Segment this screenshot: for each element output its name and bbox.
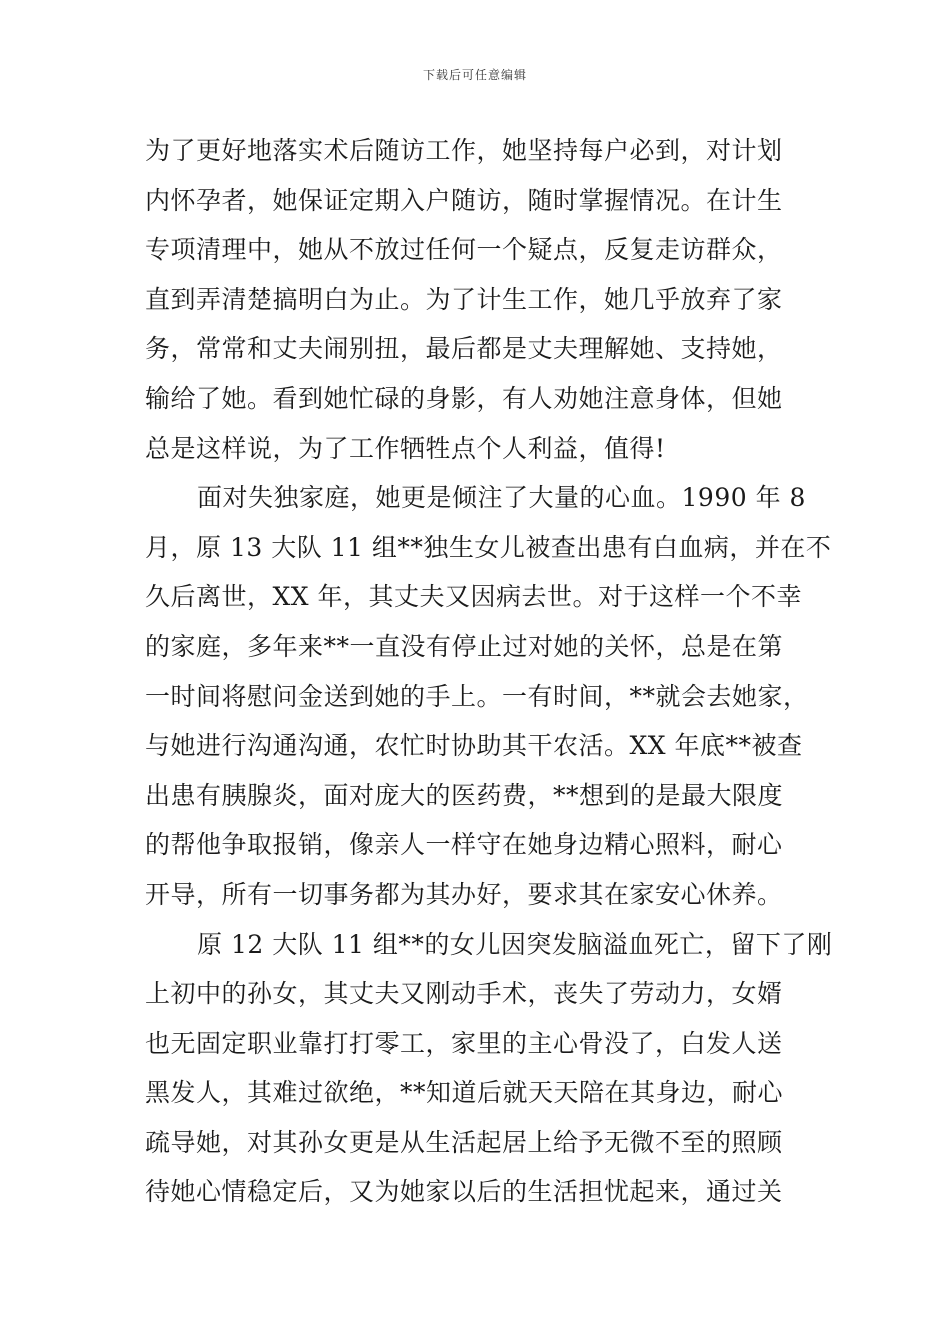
text-line: 出患有胰腺炎，面对庞大的医药费，**想到的是最大限度	[145, 780, 784, 810]
text-line: 专项清理中，她从不放过任何一个疑点，反复走访群众，	[145, 235, 783, 265]
text-line: 开导，所有一切事务都为其办好，要求其在家安心休养。	[145, 879, 783, 909]
text-line: 待她心情稳定后，又为她家以后的生活担忧起来，通过关	[145, 1177, 783, 1207]
text-line: 黑发人，其难过欲绝，**知道后就天天陪在其身边，耐心	[145, 1078, 784, 1108]
text-line: 久后离世，XX 年，其丈夫又因病去世。对于这样一个不幸	[145, 582, 803, 612]
document-body	[145, 126, 835, 1217]
text-line: 务，常常和丈夫闹别扭，最后都是丈夫理解她、支持她，	[145, 334, 783, 364]
page-header: 下载后可任意编辑	[422, 68, 527, 82]
text-line: 月，原 13 大队 11 组**独生女儿被查出患有白血病，并在不	[145, 532, 832, 562]
text-line: 上初中的孙女，其丈夫又刚动手术，丧失了劳动力，女婿	[145, 979, 783, 1009]
text-line: 的帮他争取报销，像亲人一样守在她身边精心照料，耐心	[145, 830, 783, 860]
text-line: 也无固定职业靠打打零工，家里的主心骨没了，白发人送	[145, 1028, 783, 1058]
text-line: 与她进行沟通沟通，农忙时协助其干农活。XX 年底**被查	[145, 731, 803, 761]
paragraph-start-line: 面对失独家庭，她更是倾注了大量的心血。1990 年 8	[197, 483, 806, 513]
paragraph-start-line: 原 12 大队 11 组**的女儿因突发脑溢血死亡，留下了刚	[197, 929, 833, 959]
text-line: 总是这样说，为了工作牺牲点个人利益，值得!	[145, 433, 666, 463]
text-line: 输给了她。看到她忙碌的身影，有人劝她注意身体，但她	[145, 383, 783, 413]
text-line: 疏导她，对其孙女更是从生活起居上给予无微不至的照顾	[145, 1127, 783, 1157]
text-line: 的家庭，多年来**一直没有停止过对她的关怀，总是在第	[145, 631, 784, 661]
text-line: 内怀孕者，她保证定期入户随访，随时掌握情况。在计生	[145, 185, 783, 215]
text-line: 直到弄清楚搞明白为止。为了计生工作，她几乎放弃了家	[145, 284, 783, 314]
text-line: 一时间将慰问金送到她的手上。一有时间，**就会去她家，	[145, 681, 809, 711]
text-line: 为了更好地落实术后随访工作，她坚持每户必到，对计划	[145, 136, 783, 165]
